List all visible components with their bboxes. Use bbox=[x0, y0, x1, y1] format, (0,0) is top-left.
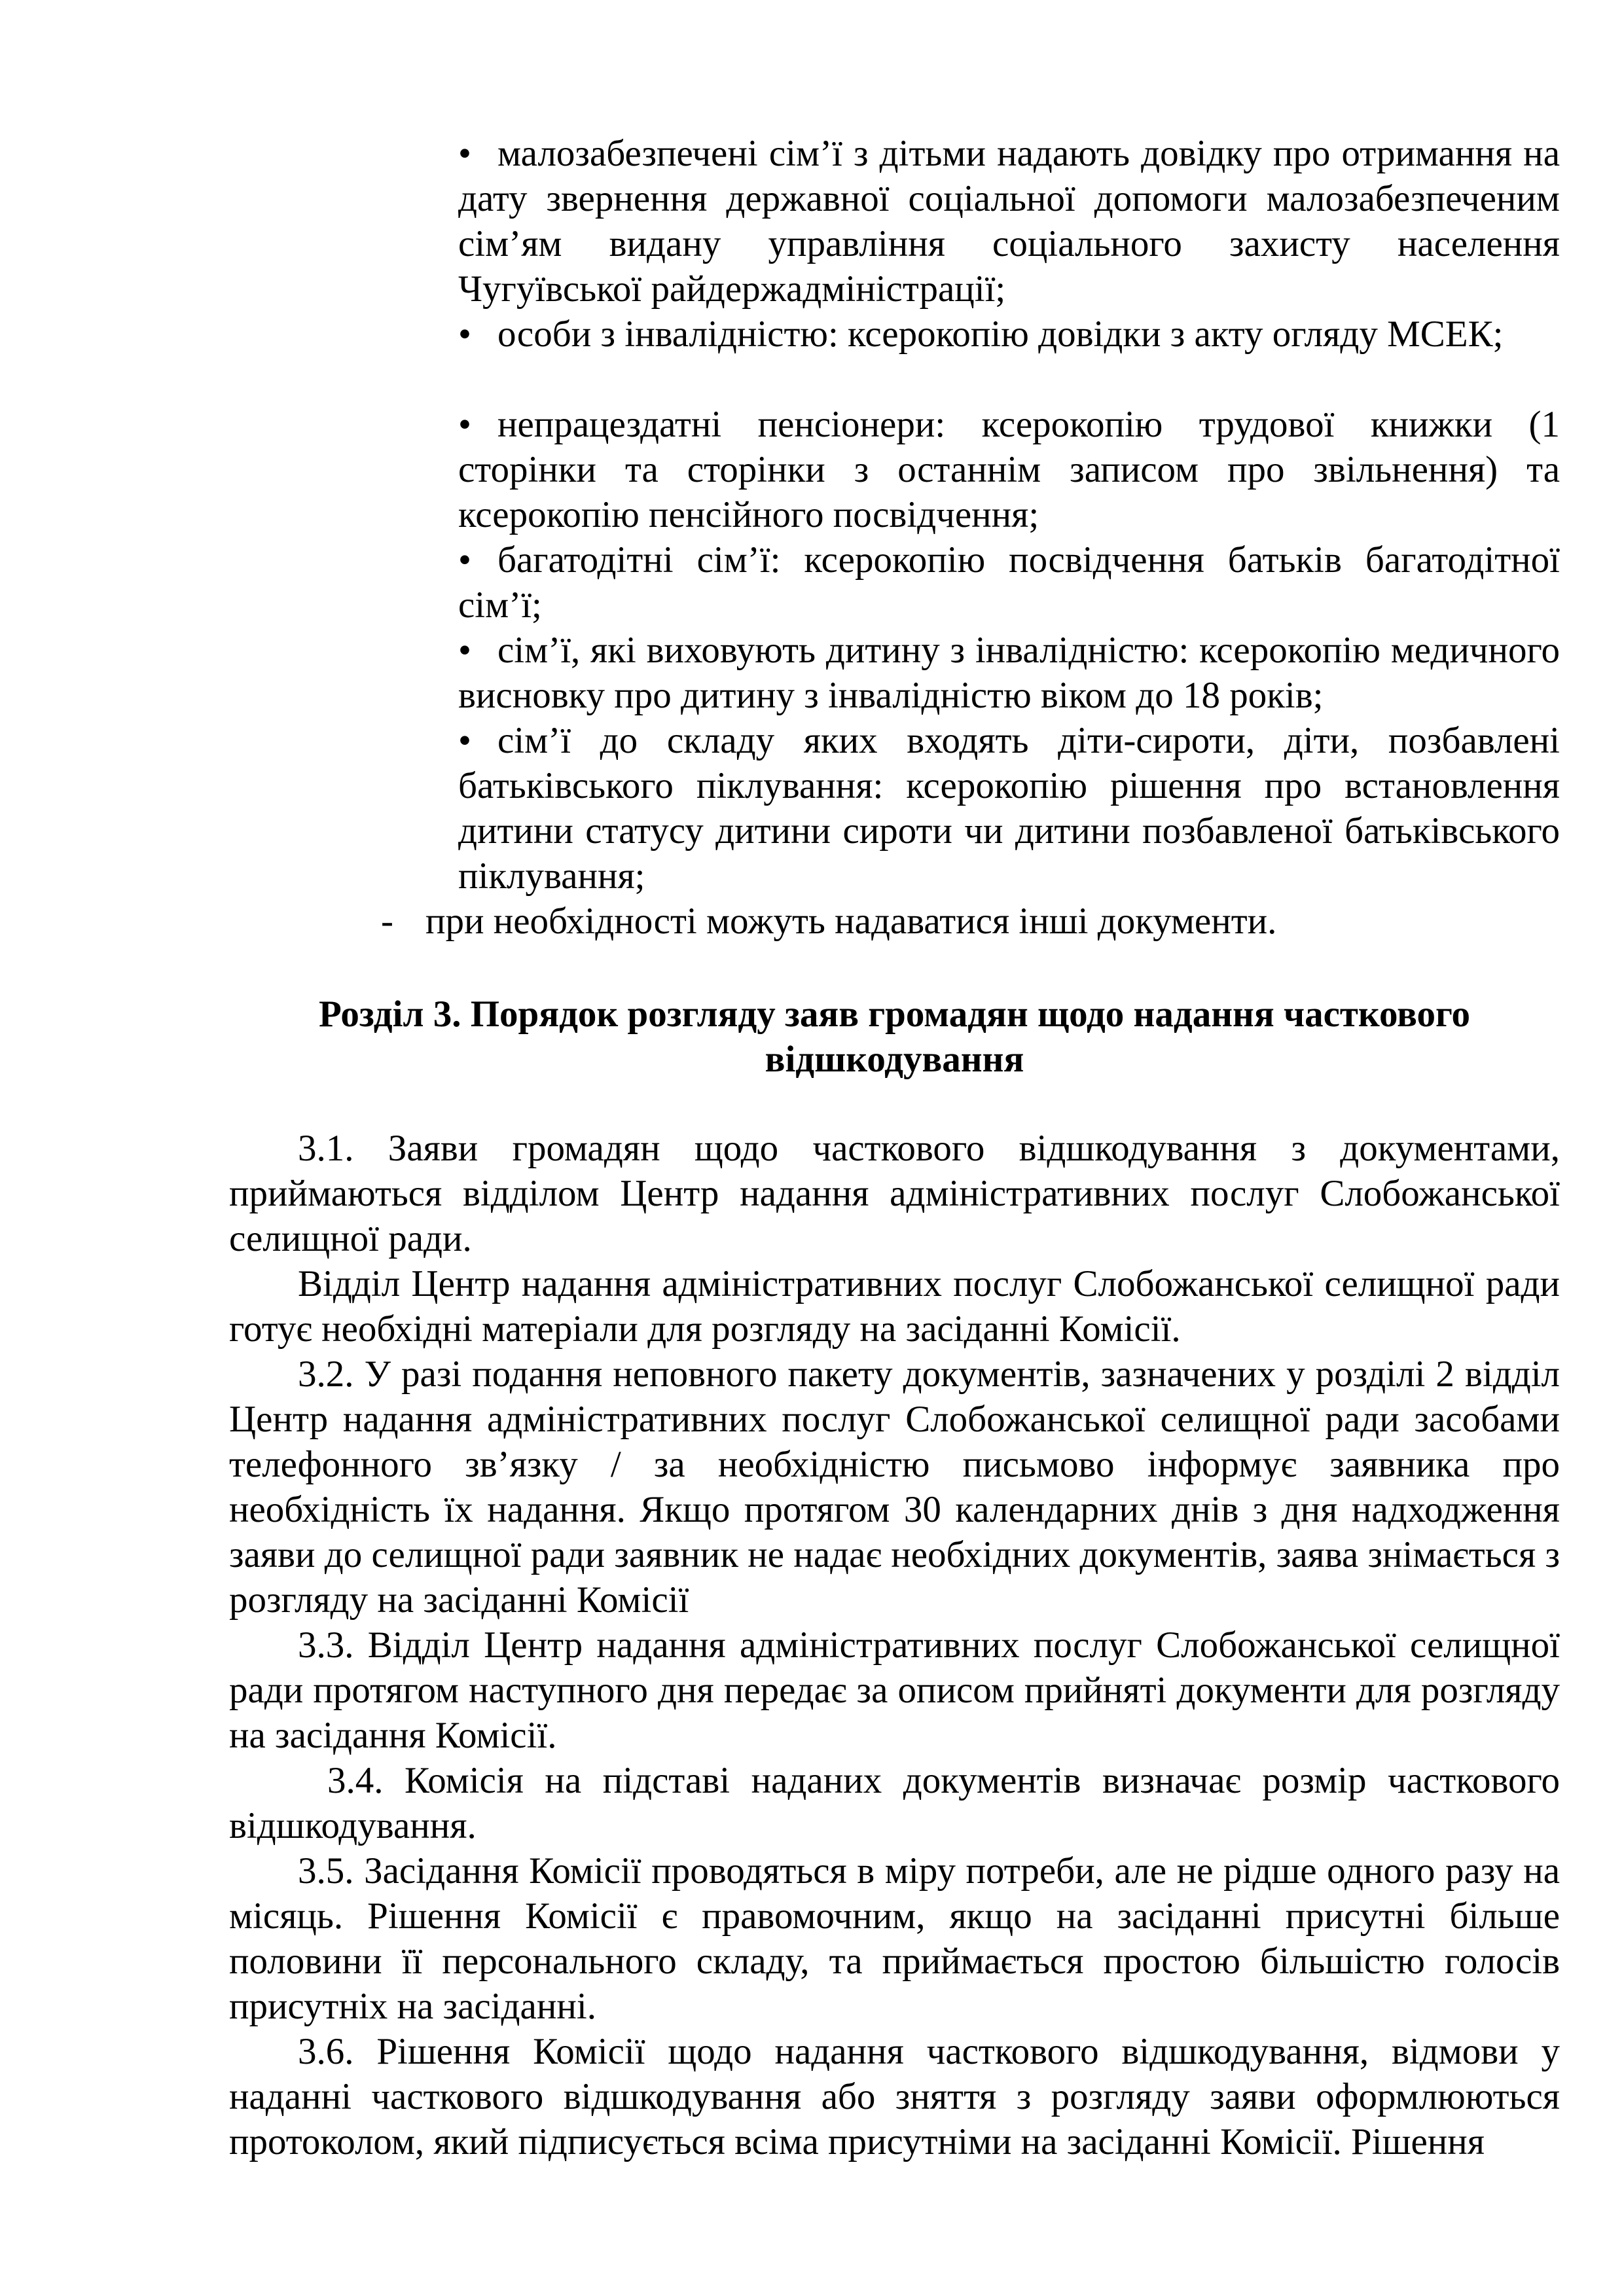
paragraph-3-4: 3.4. Комісія на підставі наданих документів визначає розмір часткового відшкодування. bbox=[229, 1760, 1560, 1846]
list-item bbox=[458, 131, 1560, 312]
bullet-icon: • bbox=[458, 720, 471, 761]
list-item bbox=[458, 718, 1560, 899]
paragraph-3-1: 3.1. Заяви громадян щодо часткового відшкодування з документами, приймаються відділом Центр надання адміністративних послуг Слобожанської селищної ради. bbox=[229, 1128, 1560, 1259]
bullet-icon: • bbox=[458, 404, 471, 445]
body-paragraph bbox=[229, 1126, 1560, 1261]
section-heading bbox=[229, 992, 1560, 1082]
bullet-icon: • bbox=[458, 630, 471, 671]
list-item-text: сім’ї до складу яких входять діти-сироти, діти, позбавлені батьківського піклування: ксерокопію рішення про встановлення дитини статусу дитини сироти чи дитини позбавленої батьківського піклування; bbox=[458, 720, 1560, 897]
list-item bbox=[458, 537, 1560, 628]
paragraph-3-2: 3.2. У разі подання неповного пакету документів, зазначених у розділі 2 відділ Центр надання адміністративних послуг Слобожанської селищної ради засобами телефонного зв’язку / за необхідністю письмово інформує заявника про необхідність їх надання. Якщо протягом 30 календарних днів з дня надходження заяви до селищної ради заявник не надає необхідних документів, заява знімається з розгляду на засіданні Комісії bbox=[229, 1354, 1560, 1621]
paragraph-3-3: 3.3. Відділ Центр надання адміністративних послуг Слобожанської селищної ради протягом наступного дня передає за описом прийняті документи для розгляду на засідання Комісії. bbox=[229, 1624, 1560, 1756]
paragraph-3-6: 3.6. Рішення Комісії щодо надання часткового відшкодування, відмови у наданні часткового відшкодування або зняття з розгляду заяви оформлюються протоколом, який підписується всіма присутніми на засіданні Комісії. Рішення bbox=[229, 2031, 1560, 2162]
list-item-text: при необхідності можуть надаватися інші документи. bbox=[425, 901, 1277, 942]
list-item bbox=[458, 312, 1560, 357]
list-item-text: особи з інвалідністю: ксерокопію довідки з акту огляду МСЕК; bbox=[497, 314, 1504, 355]
section-heading-line2: відшкодування bbox=[765, 1039, 1024, 1080]
body-paragraph bbox=[229, 1758, 1560, 1848]
list-item bbox=[458, 402, 1560, 537]
bullet-icon: • bbox=[458, 133, 471, 174]
section-heading-line1: Розділ 3. Порядок розгляду заяв громадян щодо надання часткового bbox=[319, 994, 1470, 1035]
dash-icon: - bbox=[381, 901, 393, 942]
list-item-text: багатодітні сім’ї: ксерокопію посвідчення батьків багатодітної сім’ї; bbox=[458, 539, 1560, 626]
body-paragraph bbox=[229, 1352, 1560, 1623]
list-item-dash bbox=[367, 899, 1560, 944]
bullet-icon: • bbox=[458, 314, 471, 355]
list-item-text: малозабезпечені сім’ї з дітьми надають довідку про отримання на дату звернення державної соціальної допомоги малозабезпеченим сім’ям видану управління соціального захисту населення Чугуївської райдержадміністрації; bbox=[458, 133, 1560, 310]
body-paragraph bbox=[229, 1848, 1560, 2029]
list-item-text: непрацездатні пенсіонери: ксерокопію трудової книжки (1 сторінки та сторінки з останнім записом про звільнення) та ксерокопію пенсійного посвідчення; bbox=[458, 404, 1560, 535]
body-paragraph bbox=[229, 1261, 1560, 1352]
paragraph-3-5: 3.5. Засідання Комісії проводяться в міру потреби, але не рідше одного разу на місяць. Рішення Комісії є правомочним, якщо на засіданні присутні більше половини її персонального складу, та приймається простою більшістю голосів присутніх на засіданні. bbox=[229, 1850, 1560, 2027]
bullet-icon: • bbox=[458, 539, 471, 581]
list-item bbox=[458, 628, 1560, 718]
paragraph-3-1-cont: Відділ Центр надання адміністративних послуг Слобожанської селищної ради готує необхідні матеріали для розгляду на засіданні Комісії. bbox=[229, 1263, 1560, 1350]
body-paragraph bbox=[229, 1623, 1560, 1758]
body-paragraph bbox=[229, 2029, 1560, 2164]
list-item-text: сім’ї, які виховують дитину з інвалідністю: ксерокопію медичного висновку про дитину з інвалідністю віком до 18 років; bbox=[458, 630, 1560, 716]
